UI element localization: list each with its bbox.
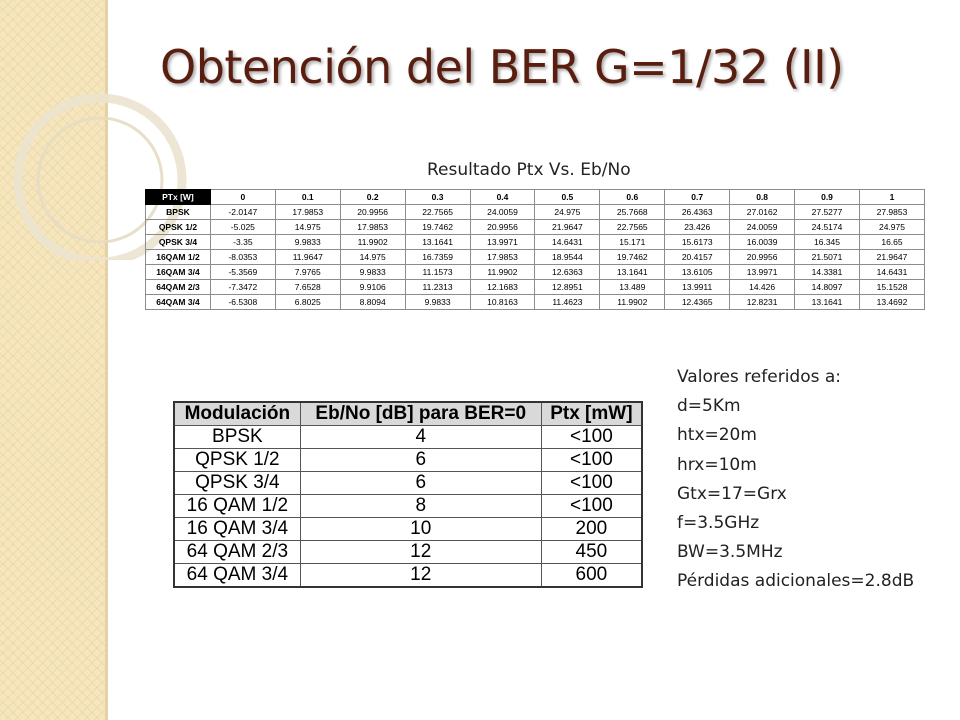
summary-cell: QPSK 1/2 bbox=[174, 449, 300, 472]
table-header-row bbox=[146, 190, 925, 205]
table-cell: 24.5174 bbox=[795, 220, 860, 235]
summary-cell: 6 bbox=[300, 472, 541, 495]
table-cell: 12.8231 bbox=[730, 295, 795, 310]
table-cell: 15.1528 bbox=[859, 280, 924, 295]
row-label: 16QAM 3/4 bbox=[146, 265, 211, 280]
column-header: 0.1 bbox=[275, 190, 340, 205]
summary-cell: BPSK bbox=[174, 426, 300, 449]
table-cell: 11.9902 bbox=[600, 295, 665, 310]
modulation-summary-table bbox=[173, 401, 643, 588]
table-cell: 11.9902 bbox=[470, 265, 535, 280]
row-label: BPSK bbox=[146, 205, 211, 220]
table-cell: 12.6363 bbox=[535, 265, 600, 280]
table-cell: 13.1641 bbox=[600, 265, 665, 280]
table-cell: 6.8025 bbox=[275, 295, 340, 310]
column-header: 0.9 bbox=[795, 190, 860, 205]
table-cell: 24.975 bbox=[535, 205, 600, 220]
table-cell: 19.7462 bbox=[405, 220, 470, 235]
table-cell: 7.9765 bbox=[275, 265, 340, 280]
reference-line: f=3.5GHz bbox=[677, 513, 760, 534]
table-cell: 11.4623 bbox=[535, 295, 600, 310]
table-cell: 17.9853 bbox=[470, 250, 535, 265]
table-cell: 13.1641 bbox=[795, 295, 860, 310]
row-label: 64QAM 2/3 bbox=[146, 280, 211, 295]
table-cell: 16.345 bbox=[795, 235, 860, 250]
table-cell: 23.426 bbox=[665, 220, 730, 235]
summary-cell: QPSK 3/4 bbox=[174, 472, 300, 495]
table-row bbox=[146, 265, 925, 280]
row-label: 64QAM 3/4 bbox=[146, 295, 211, 310]
table-cell: 15.6173 bbox=[665, 235, 730, 250]
summary-row bbox=[174, 472, 642, 495]
table-cell: 15.171 bbox=[600, 235, 665, 250]
table-cell: 14.975 bbox=[275, 220, 340, 235]
summary-row bbox=[174, 449, 642, 472]
reference-line: BW=3.5MHz bbox=[677, 542, 783, 563]
table-cell: 21.5071 bbox=[795, 250, 860, 265]
table-cell: 25.7668 bbox=[600, 205, 665, 220]
table-cell: 14.8097 bbox=[795, 280, 860, 295]
table-cell: 16.65 bbox=[859, 235, 924, 250]
table-cell: 13.4692 bbox=[859, 295, 924, 310]
table-cell: 9.9833 bbox=[275, 235, 340, 250]
table-cell: 13.6105 bbox=[665, 265, 730, 280]
table-cell: 19.7462 bbox=[600, 250, 665, 265]
summary-cell: 12 bbox=[300, 564, 541, 588]
table-cell: 27.9853 bbox=[859, 205, 924, 220]
summary-cell: 600 bbox=[541, 564, 642, 588]
table-cell: 14.3381 bbox=[795, 265, 860, 280]
table-cell: 27.5277 bbox=[795, 205, 860, 220]
summary-cell: 4 bbox=[300, 426, 541, 449]
table-cell: 14.975 bbox=[340, 250, 405, 265]
reference-line: Valores referidos a: bbox=[677, 367, 842, 387]
column-header: 0.5 bbox=[535, 190, 600, 205]
table-cell: -5.3569 bbox=[210, 265, 275, 280]
table-cell: -5.025 bbox=[210, 220, 275, 235]
summary-cell: 450 bbox=[541, 541, 642, 564]
page-title: Obtención del BER G=1/32 (II) bbox=[160, 40, 844, 94]
summary-row bbox=[174, 541, 642, 564]
summary-header-row bbox=[174, 402, 642, 426]
table-cell: 20.4157 bbox=[665, 250, 730, 265]
table-cell: -8.0353 bbox=[210, 250, 275, 265]
summary-cell: 200 bbox=[541, 518, 642, 541]
table-row bbox=[146, 295, 925, 310]
table-cell: 22.7565 bbox=[405, 205, 470, 220]
column-header: 0 bbox=[210, 190, 275, 205]
table-cell: 12.8951 bbox=[535, 280, 600, 295]
table-row bbox=[146, 250, 925, 265]
ptx-vs-ebno-table bbox=[145, 189, 925, 310]
table-cell: 11.9647 bbox=[275, 250, 340, 265]
table-cell: 8.8094 bbox=[340, 295, 405, 310]
summary-cell: 16 QAM 3/4 bbox=[174, 518, 300, 541]
table-cell: 14.426 bbox=[730, 280, 795, 295]
summary-column-header: Eb/No [dB] para BER=0 bbox=[300, 402, 541, 426]
summary-cell: 10 bbox=[300, 518, 541, 541]
table-cell: 17.9853 bbox=[275, 205, 340, 220]
table-cell: 14.6431 bbox=[535, 235, 600, 250]
table-cell: 22.7565 bbox=[600, 220, 665, 235]
summary-cell: 64 QAM 2/3 bbox=[174, 541, 300, 564]
summary-row bbox=[174, 518, 642, 541]
column-header: 1 bbox=[859, 190, 924, 205]
table-cell: 9.9106 bbox=[340, 280, 405, 295]
results-caption: Resultado Ptx Vs. Eb/No bbox=[427, 160, 631, 180]
summary-row bbox=[174, 564, 642, 588]
column-header: 0.4 bbox=[470, 190, 535, 205]
table-cell: 24.0059 bbox=[730, 220, 795, 235]
summary-cell: <100 bbox=[541, 449, 642, 472]
table-cell: 27.0162 bbox=[730, 205, 795, 220]
table-cell: 26.4363 bbox=[665, 205, 730, 220]
table-cell: 21.9647 bbox=[859, 250, 924, 265]
summary-cell: 64 QAM 3/4 bbox=[174, 564, 300, 588]
table-cell: 13.1641 bbox=[405, 235, 470, 250]
summary-column-header: Ptx [mW] bbox=[541, 402, 642, 426]
row-label: 16QAM 1/2 bbox=[146, 250, 211, 265]
row-label: QPSK 3/4 bbox=[146, 235, 211, 250]
table-cell: 17.9853 bbox=[340, 220, 405, 235]
table-cell: 14.6431 bbox=[859, 265, 924, 280]
table-cell: 16.0039 bbox=[730, 235, 795, 250]
summary-row bbox=[174, 426, 642, 449]
summary-cell: 12 bbox=[300, 541, 541, 564]
table-cell: -6.5308 bbox=[210, 295, 275, 310]
table-cell: 9.9833 bbox=[340, 265, 405, 280]
row-label: QPSK 1/2 bbox=[146, 220, 211, 235]
table-cell: 18.9544 bbox=[535, 250, 600, 265]
table-cell: 10.8163 bbox=[470, 295, 535, 310]
table-cell: 13.9971 bbox=[730, 265, 795, 280]
summary-column-header: Modulación bbox=[174, 402, 300, 426]
table-cell: 13.9911 bbox=[665, 280, 730, 295]
column-header: 0.7 bbox=[665, 190, 730, 205]
table-cell: 20.9956 bbox=[340, 205, 405, 220]
table-row bbox=[146, 280, 925, 295]
table-cell: 24.975 bbox=[859, 220, 924, 235]
table-cell: 20.9956 bbox=[470, 220, 535, 235]
reference-line: htx=20m bbox=[677, 425, 757, 446]
summary-cell: <100 bbox=[541, 472, 642, 495]
table-cell: 12.4365 bbox=[665, 295, 730, 310]
table-cell: 7.6528 bbox=[275, 280, 340, 295]
table-cell: -3.35 bbox=[210, 235, 275, 250]
column-header: 0.3 bbox=[405, 190, 470, 205]
reference-line: Pérdidas adicionales=2.8dB bbox=[677, 571, 915, 592]
column-header: 0.8 bbox=[730, 190, 795, 205]
table-corner-cell: PTx [W] bbox=[146, 190, 211, 205]
table-cell: 20.9956 bbox=[730, 250, 795, 265]
table-cell: 13.489 bbox=[600, 280, 665, 295]
table-cell: 16.7359 bbox=[405, 250, 470, 265]
reference-line: hrx=10m bbox=[677, 454, 757, 475]
reference-values bbox=[677, 363, 914, 597]
table-cell: 11.9902 bbox=[340, 235, 405, 250]
summary-cell: 16 QAM 1/2 bbox=[174, 495, 300, 518]
summary-cell: 8 bbox=[300, 495, 541, 518]
table-cell: 12.1683 bbox=[470, 280, 535, 295]
reference-line: d=5Km bbox=[677, 396, 741, 417]
column-header: 0.2 bbox=[340, 190, 405, 205]
table-row bbox=[146, 220, 925, 235]
table-cell: 11.2313 bbox=[405, 280, 470, 295]
table-row bbox=[146, 205, 925, 220]
table-cell: 21.9647 bbox=[535, 220, 600, 235]
summary-row bbox=[174, 495, 642, 518]
table-row bbox=[146, 235, 925, 250]
summary-cell: <100 bbox=[541, 495, 642, 518]
table-cell: 24.0059 bbox=[470, 205, 535, 220]
column-header: 0.6 bbox=[600, 190, 665, 205]
table-cell: 11.1573 bbox=[405, 265, 470, 280]
table-cell: -7.3472 bbox=[210, 280, 275, 295]
table-cell: 13.9971 bbox=[470, 235, 535, 250]
reference-line: Gtx=17=Grx bbox=[677, 483, 787, 504]
summary-cell: <100 bbox=[541, 426, 642, 449]
table-cell: 9.9833 bbox=[405, 295, 470, 310]
summary-cell: 6 bbox=[300, 449, 541, 472]
table-cell: -2.0147 bbox=[210, 205, 275, 220]
